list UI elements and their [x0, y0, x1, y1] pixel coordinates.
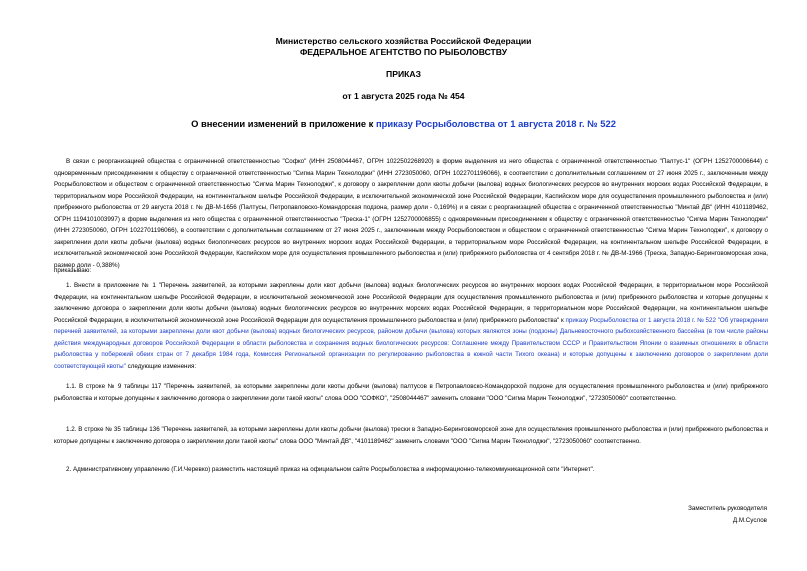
item-1-paragraph [54, 280, 768, 372]
agency-heading: ФЕДЕРАЛЬНОЕ АГЕНТСТВО ПО РЫБОЛОВСТВУ [299, 47, 508, 57]
item-1-2-paragraph: 1.2. В строке № 35 таблицы 136 "Перечень заявителей, за которыми закреплены доли квоты добычи (вылова) трески в Западно-Беринговоморской зоне для осуществления промышленного рыболовства и (или) прибрежного рыболовства и которые допущены к заключению договора о закреплении доли такой квоты" слова ООО "Минтай ДВ", "4101189462" заменить словами "ООО "Сигма Марин Технолоджи", "2723050060" соответственно. [54, 426, 768, 445]
doc-type-heading: ПРИКАЗ [386, 69, 421, 79]
item-2-paragraph: 2. Административному управлению (Г.И.Черевко) разместить настоящий приказ на официальном сайте Росрыболовства в информационно-телекоммуникационной сети "Интернет". [66, 466, 595, 473]
title-order-link[interactable]: приказу Росрыболовства от 1 августа 2018 г. № 522 [375, 118, 616, 129]
item-1-prefix: 1. Внести в приложение № 1 "Перечень заявителей, за которыми закреплены доли квот добычи (вылова) водных биологических ресурсов во внутренних морских водах Российской Федерации, в территориальном море Российской Федерации, на континентальном шельфе Российской Федерации, в исключительной экономической зоне Российской Федерации для осуществления промышленного рыболовства и (или) прибрежного рыболовства и которые допущены к заключению договора о закреплении доли квоты добычи (вылова) водных биологических ресурсов во внутренних морских водах Российской Федерации, в территориальном море Российской Федерации, на континентальном шельфе Российской Федерации, в исключительной экономической зоне Российской Федерации для осуществления промышленного рыболовства и (или) прибрежного рыболовства" к [54, 282, 768, 324]
intro-paragraph: В связи с реорганизацией общества с ограниченной ответственностью "Софко" (ИНН 2508044467, ОГРН 1022502268920) в форме выделения из него общества с ограниченной ответственностью "Палтус-1" (ОГРН 1252700006644) с одновременным присоединением к обществу с ограниченной ответственностью "Сигма Марин Технолоджи" (ИНН 2723050060, ОГРН 1022701196066), в соответствии с дополнительным соглашением от 27 июня 2025 г., заключенным между Росрыболовством и обществом с ограниченной ответственностью "Сигма Марин Технолоджи", к договору о закреплении доли квоты добычи (вылова) водных биологических ресурсов во внутренних морских водах Российской Федерации, в территориальном море Российской Федерации, на континентальном шельфе Российской Федерации, в исключительной экономической зоне Российской Федерации, Каспийском море для осуществления промышленного рыболовства и (или) прибрежного рыболовства от 29 августа 2018 г. № ДВ-М-1656 (Палтусы, Петропавловско-Командорская подзона, размер доли - 0,169%) и в связи с реорганизацией общества с ограниченной ответственностью "Минтай ДВ" (ИНН 4101189462, ОГРН 1194101003997) в форме выделения из него общества с ограниченной ответственностью "Треска-1" (ОГРН 1252700006855) с одновременным присоединением к обществу с ограниченной ответственностью "Сигма Марин Технолоджи" (ИНН 2723050060, ОГРН 1022701196066), в соответствии с дополнительным соглашением от 27 июня 2025 г., заключенным между Росрыболовством и обществом с ограниченной ответственностью "Сигма Марин Технолоджи", к договору о закреплении доли квоты добычи (вылова) водных биологических ресурсов во внутренних морских водах Российской Федерации, в территориальном море Российской Федерации, на континентальном шельфе Российской Федерации, в исключительной экономической зоне Российской Федерации, Каспийском море для осуществления промышленного рыболовства и (или) прибрежного рыболовства от 4 сентября 2018 г. № ДВ-М-1966 (Треска, Западно-Беринговоморская зона, размер доли - 0,388%) [54, 158, 768, 269]
item-1-1-paragraph: 1.1. В строке № 9 таблицы 117 "Перечень заявителей, за которыми закреплены доли квоты добычи (вылова) палтусов в Петропавловско-Командорской подзоне для осуществления промышленного рыболовства и (или) прибрежного рыболовства и которые допущены к заключению договора о закреплении доли такой квоты" слова ООО "СОФКО", "2508044467" заменить словами "ООО "Сигма Марин Технолоджи", "2723050060" соответственно. [54, 383, 768, 402]
title-prefix: О внесении изменений в приложение к [191, 118, 376, 129]
signature-position: Заместитель руководителя [688, 505, 767, 512]
date-number-heading: от 1 августа 2025 года № 454 [342, 91, 465, 101]
item-1-order-link[interactable]: приказу Росрыболовства от 1 августа 2018 г. № 522 "Об утверждении перечней заявителей, за которыми закреплены доли квот добычи (вылова) водных биологических ресурсов, районом добычи (вылова) которых являются зоны (подзоны) Дальневосточного рыбохозяйственного бассейна (в том числе районы действия международных договоров Российской Федерации в области рыболовства и сохранения водных биологических ресурсов: Соглашение между Правительством СССР и Правительством Японии о взаимных отношениях в области рыболовства у побережий обеих стран от 7 декабря 1984 года, Комиссия Региональной организации по регулированию рыболовства в южной части Тихого океана) и которые допущены к заключению договоров о закреплении доли соответствующей квоты" [54, 316, 769, 370]
item-1-suffix: следующие изменения: [125, 362, 197, 370]
document-title [0, 118, 807, 130]
order-word: приказываю: [54, 267, 92, 274]
signature-name: Д.М.Суслов [732, 517, 767, 524]
ministry-heading: Министерство сельского хозяйства Российской Федерации [275, 36, 532, 46]
